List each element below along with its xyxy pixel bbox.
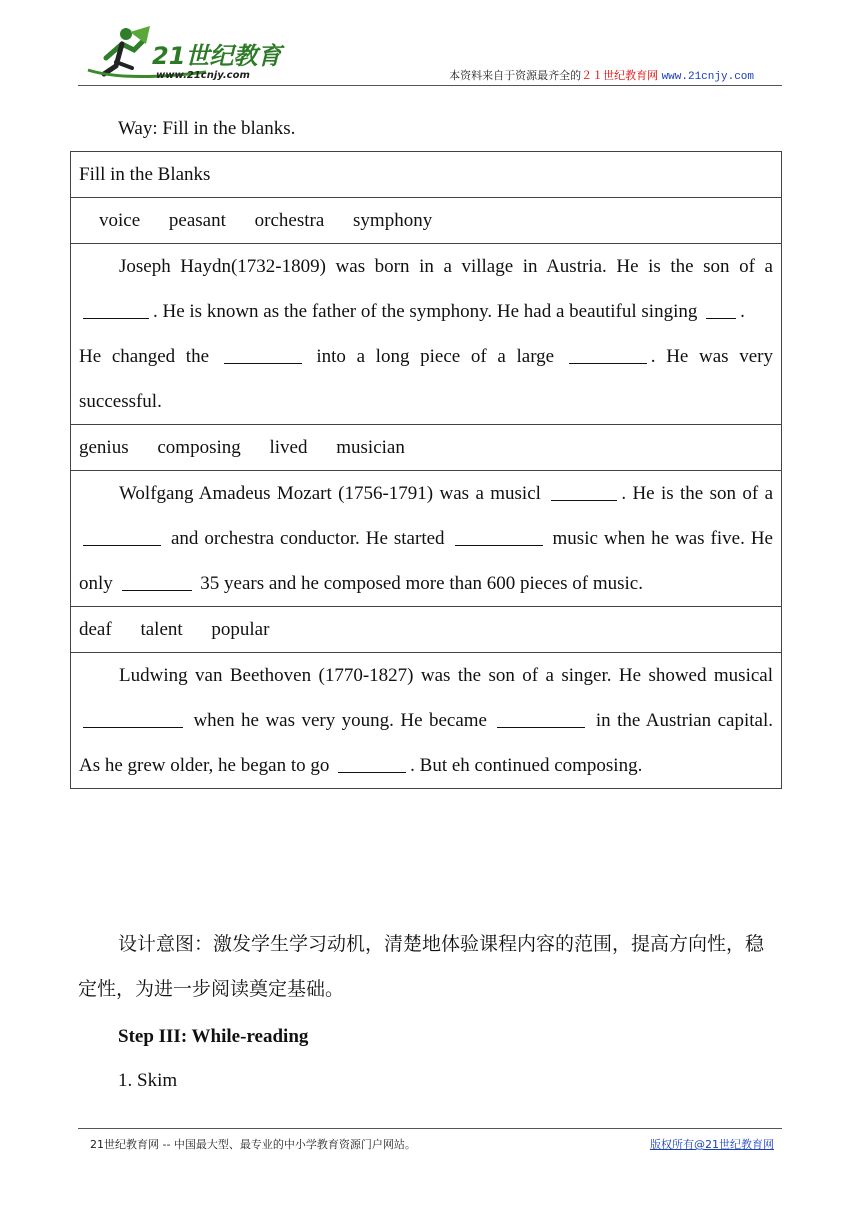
answer-blank[interactable]: [83, 299, 149, 319]
word-item: composing: [157, 437, 241, 458]
source-url[interactable]: www.21cnjy.com: [661, 71, 754, 83]
answer-blank[interactable]: [83, 526, 161, 546]
fill-in-table: [70, 151, 782, 789]
design-intent: 设计意图：激发学生学习动机，清楚地体验课程内容的范围，提高方向性，稳定性，为进一步阅读奠定基础。: [78, 933, 765, 1000]
passage-text: music when he was five. He only: [79, 528, 773, 594]
answer-blank[interactable]: [569, 344, 647, 364]
passage-text: 35 years and he composed more than 600 pieces of music.: [200, 573, 643, 594]
word-bank-2: [71, 425, 782, 471]
word-bank-1: [71, 198, 782, 244]
passage-haydn: [71, 244, 782, 425]
source-prefix: 本资料来自于资源最齐全的: [449, 69, 582, 82]
page-footer: [78, 1128, 782, 1151]
step-heading: Step III: While-reading: [118, 1026, 309, 1047]
passage-text: . He was very successful.: [79, 346, 773, 412]
answer-blank[interactable]: [338, 753, 406, 773]
passage-text: . He is the son of a: [621, 483, 774, 504]
passage-text: into a long piece of a large: [316, 346, 555, 367]
answer-blank[interactable]: [83, 708, 183, 728]
passage-text: and orchestra conductor. He started: [171, 528, 445, 549]
passage-text: .: [740, 301, 745, 322]
header-divider: [78, 85, 782, 86]
logo-url: www.21cnjy.com: [156, 70, 250, 81]
skim-heading: 1. Skim: [118, 1070, 178, 1091]
passage-text: . He is known as the father of the symphony. He had a beautiful singing: [153, 301, 698, 322]
passage-text: Wolfgang Amadeus Mozart (1756-1791) was a musicl: [119, 483, 541, 504]
word-item: popular: [211, 619, 270, 640]
passage-text: when he was very young. He became: [193, 710, 487, 731]
word-item: genius: [79, 437, 129, 458]
answer-blank[interactable]: [551, 481, 617, 501]
footer-slogan: 21世纪教育网 -- 中国最大型、最专业的中小学教育资源门户网站。: [90, 1138, 416, 1151]
word-item: orchestra: [254, 210, 325, 231]
footer-copyright-link[interactable]: 版权所有@21世纪教育网: [650, 1138, 774, 1151]
word-item: voice: [99, 210, 141, 231]
passage-mozart: [71, 471, 782, 607]
word-item: lived: [269, 437, 308, 458]
logo-title: 21世纪教育: [152, 42, 282, 70]
answer-blank[interactable]: [706, 299, 736, 319]
passage-text: He changed the: [79, 346, 210, 367]
word-bank-3: [71, 607, 782, 653]
answer-blank[interactable]: [224, 344, 302, 364]
word-item: symphony: [353, 210, 433, 231]
answer-blank[interactable]: [455, 526, 543, 546]
source-name: ２１世纪教育网: [581, 69, 659, 82]
logo: [86, 22, 286, 82]
passage-beethoven: [71, 653, 782, 789]
way-line: Way: Fill in the blanks.: [118, 118, 296, 139]
word-item: talent: [140, 619, 183, 640]
passage-text: in the Austrian capital. As he grew older, he began to go: [79, 710, 774, 776]
footer-divider: [78, 1128, 782, 1129]
answer-blank[interactable]: [122, 571, 192, 591]
header-source: [449, 67, 754, 83]
page-header: [78, 20, 782, 86]
passage-text: Joseph Haydn(1732-1809) was born in a village in Austria. He is the son of a: [119, 256, 773, 277]
passage-text: . But eh continued composing.: [410, 755, 643, 776]
answer-blank[interactable]: [497, 708, 585, 728]
word-item: peasant: [168, 210, 226, 231]
word-item: deaf: [79, 619, 112, 640]
runner-logo-icon: [86, 22, 286, 82]
word-item: musician: [336, 437, 405, 458]
table-title: Fill in the Blanks: [71, 152, 782, 198]
passage-text: Ludwing van Beethoven (1770-1827) was the son of a singer. He showed musical: [119, 665, 773, 686]
